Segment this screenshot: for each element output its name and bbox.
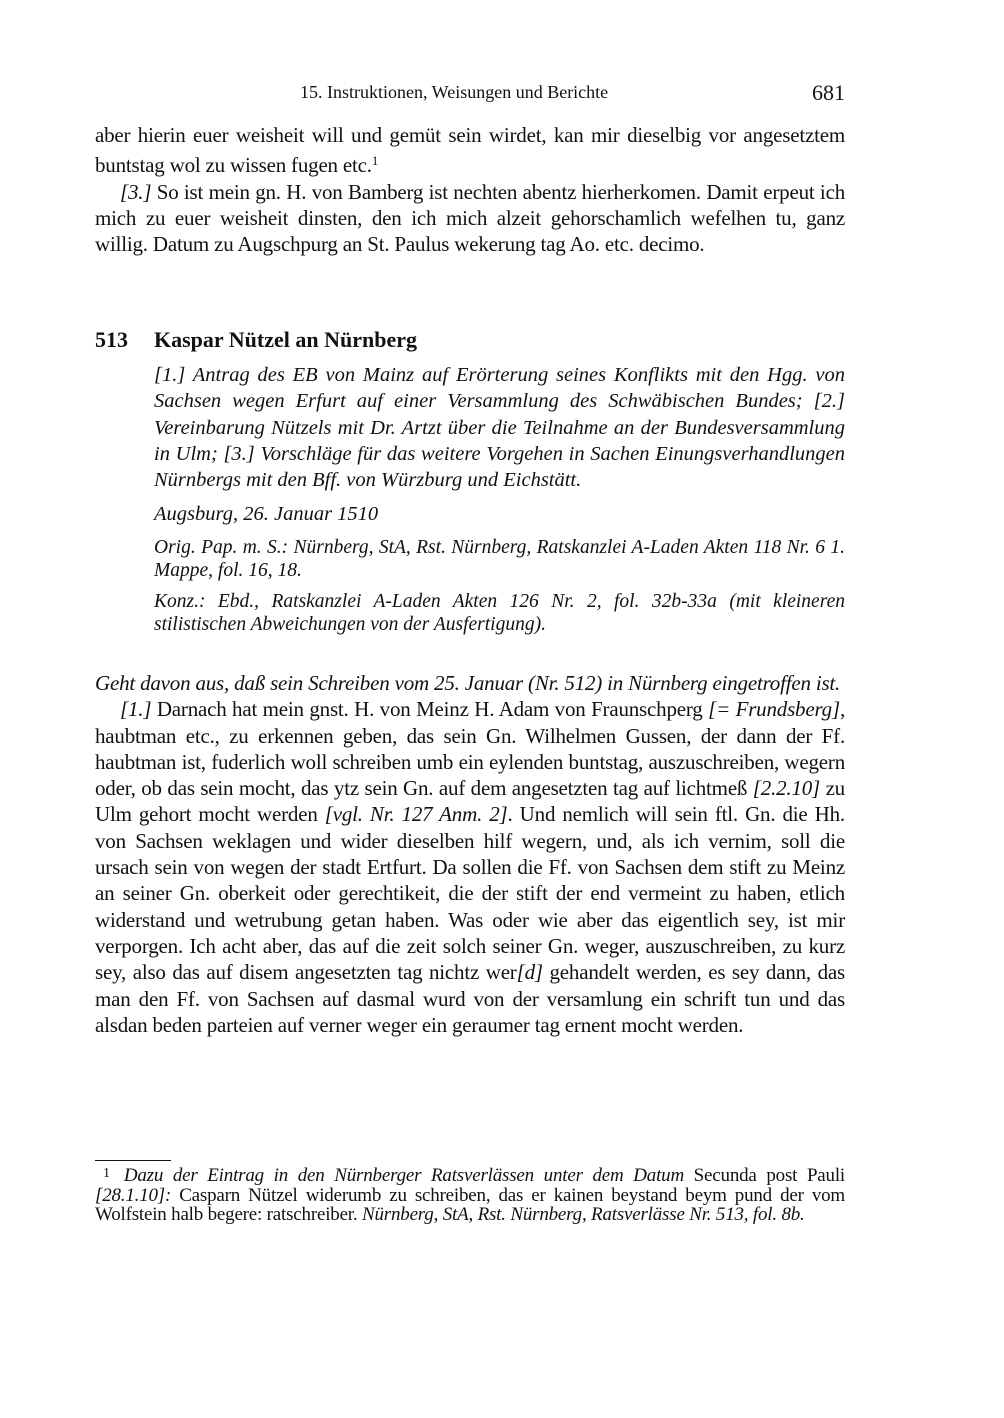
- section-mark: [1.]: [120, 697, 152, 722]
- document-body: [95, 670, 845, 1038]
- text: Darnach hat mein gnst. H. von Meinz H. Adam von Fraunschperg: [151, 697, 709, 722]
- text: Dazu der Eintrag in den Nürnberger Ratsverlässen unter dem Datum: [123, 1165, 684, 1186]
- regest: [1.] Antrag des EB von Mainz auf Erörterung seines Konflikts mit den Hgg. von Sachsen wegen Erfurt auf einer Versammlung des Schwäbischen Bundes; [2.] Vereinbarung Nützels mit Dr. Artzt über die Teilnahme an der Bundesversammlung in Ulm; [3.] Vorschläge für das weitere Vorgehen in Sachen Einungsverhandlungen Nürnbergs mit den Bff. von Würzburg und Eichstätt.: [154, 364, 845, 492]
- page-number: 681: [812, 80, 845, 105]
- paragraph: [95, 122, 845, 179]
- text: . Und nemlich will sein ftl. Gn. die Hh. von Sachsen weklagen und wider dieselben hilf wegern, und, als ich vernim, soll die ursach sein von wegen der stadt Ertfurt. Da sollen die Ff. von Sachsen dem stift zu Meinz an seiner Gn. oberkeit oder gerechtikeit, die der stift der end vermeint zu haben, etlich widerstand und wetrubung getan haben. Was oder wie aber das eigentlich sey, ist mir verporgen. Ich acht aber, das auf die zeit solch seiner Gn. weger, auszuschreiben, zu kurz sey, also das auf disem angesetzten tag nichtz wer: [95, 802, 845, 985]
- source-citation: Nürnberg, StA, Rst. Nürnberg, Ratsverlässe Nr. 513, fol. 8b.: [362, 1204, 805, 1225]
- paragraph: [95, 696, 845, 1038]
- footnote: [95, 1164, 845, 1225]
- editorial-note: [d]: [516, 960, 543, 985]
- document-date: Augsburg, 26. Januar 1510: [154, 503, 379, 526]
- text: Geht davon aus, daß sein Schreiben vom 25. Januar (Nr. 512) in Nürnberg eingetroffen ist.: [95, 671, 841, 695]
- text: Secunda post Pauli: [683, 1165, 845, 1186]
- footnote-divider: [95, 1160, 171, 1161]
- previous-document-end: [95, 122, 845, 257]
- text: aber hierin euer weisheit will und gemüt sein wirdet, kan mir dieselbig vor angesetztem buntstag wol zu wissen fugen etc.: [95, 123, 845, 178]
- footnotes: [95, 1164, 845, 1225]
- draft-note: Konz.: Ebd., Ratskanzlei A-Laden Akten 126 Nr. 2, fol. 32b-33a (mit kleineren stilistischen Abweichungen von der Ausfertigung).: [154, 590, 845, 635]
- footnote-reference[interactable]: 1: [371, 153, 379, 169]
- document-number: 513: [95, 327, 128, 352]
- footnote-number: 1: [103, 1166, 110, 1181]
- text: gehandelt werden, es sey dann, das man den Ff. von Sachsen auf dasmal wurd von der versamlung ein schrift tun und das alsdan beden parteien auf verner weger ein geraumer tag ernent mocht werden.: [95, 960, 845, 1037]
- paragraph: [95, 179, 845, 258]
- source-note: Orig. Pap. m. S.: Nürnberg, StA, Rst. Nürnberg, Ratskanzlei A-Laden Akten 118 Nr. 6 1. Mappe, fol. 16, 18.: [154, 536, 845, 581]
- text: , haubtman etc., zu erkennen geben, das sein Gn. Wilhelmen Gussen, der dann der Ff. haubtman ist, fuderlich woll schreiben umb ein eylenden buntstag, auszuschreiben, wegern oder, ob das sein mocht, das ytz sein Gn. auf dem angesetzten tag auf lichtmeß: [95, 697, 845, 801]
- text: So ist mein gn. H. von Bamberg ist nechten abentz hierherkomen. Damit erpeut ich mich zu euer weisheit dinsten, den ich mich alzeit gehorschamlich wefelhen tu, ganz willig. Datum zu Augschpurg an St. Paulus wekerung tag Ao. etc. decimo.: [95, 179, 845, 257]
- editorial-note: [2.2.10]: [752, 776, 821, 801]
- running-title: 15. Instruktionen, Weisungen und Berichte: [300, 82, 609, 102]
- document-heading: [95, 326, 845, 354]
- document-title: Kaspar Nützel an Nürnberg: [154, 327, 417, 352]
- intro-note: [95, 670, 845, 696]
- section-mark: [3.]: [120, 179, 152, 204]
- editorial-note: [28.1.10]:: [95, 1184, 172, 1206]
- document-header: [95, 326, 845, 636]
- text: Casparn Nützel widerumb zu schreiben, das er kainen beystand beym pund der vom Wolfstein halb begere: ratschreiber.: [95, 1184, 845, 1225]
- text: zu Ulm gehort mocht werden: [95, 776, 845, 827]
- editorial-note: [= Frundsberg]: [708, 697, 840, 722]
- editorial-note: [vgl. Nr. 127 Anm. 2]: [324, 802, 508, 827]
